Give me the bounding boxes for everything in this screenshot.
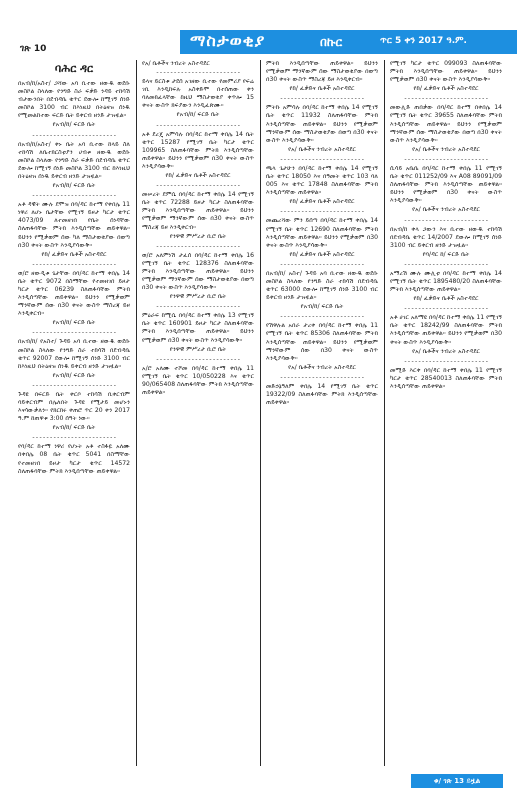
notice-issuer: የአብ/ከ/ ፍርድ ቤት: [52, 319, 96, 327]
notice-separator: - - - - - - - - - - - - - - - - - - - - - - - -: [280, 313, 364, 321]
page-number: ገጽ 10: [20, 44, 47, 54]
notice-separator: - - - - - - - - - - - - - - - - - - - - - - - -: [404, 260, 488, 268]
page-footer: [0, 774, 517, 797]
notice-separator: - - - - - - - - - - - - - - - - - - - - - - - -: [32, 131, 116, 139]
notice-issuer: የከ/ ፈቃድና ቤቶች አስተዳደር: [413, 85, 479, 93]
notice-separator: - - - - - - - - - - - - - - - - - - - - - - - -: [156, 355, 240, 363]
notice-separator: - - - - - - - - - - - - - - - - - - - - - - - -: [156, 242, 240, 250]
notice-separator: - - - - - - - - - - - - - - - - - - - - - - - -: [32, 329, 116, 337]
publication-name: በኩር: [320, 35, 343, 49]
notices-columns: [18, 60, 502, 766]
notice-text: መውሊድ ጠበቃው በባ/ዳር ከተማ በቀበሌ 14 የሚገኝ ቤት ቁጥር 39655 ስለጠፋባቸው ምትክ እንዲሰጣቸው ጠይቀዋል። ይህንን የሚቃወም ማንኛውም ሰው ማስታወቂያው በወጣ በ30 ቀናት ውስጥ እንዲያሳውቅ።: [390, 104, 502, 144]
notice-issuer: የከ/ ፈቃድና ቤቶች አስተዳደር: [41, 250, 107, 258]
notice-separator: - - - - - - - - - - - - - - - - - - - - - - - -: [32, 260, 116, 268]
notice-issuer: የአብ/ከ/ ፍርድ ቤት: [52, 121, 96, 129]
column-rule: [136, 60, 137, 766]
notice-text: ይላና ይርስቱ ታደሰ አገዘው ቢተው የመምሪያ የፍሬ ገቢ እንዲከፍሉ አስቀድሞ በተሰጠው ቀን ባለመክፈላቸው ከዚህ ማስታወቂያ ቀጥሎ 15 ቀናት ውስጥ ክፍያውን እንዲፈጽሙ።: [142, 78, 254, 110]
notice-separator: - - - - - - - - - - - - - - - - - - - - - - - -: [280, 208, 364, 216]
notice-separator: - - - - - - - - - - - - - - - - - - - - - - - -: [32, 192, 116, 200]
column-rule: [260, 60, 261, 766]
notice-text: የሽዋሉል አበራ ታረቀ በባ/ዳር ከተማ ቀበሌ 11 የሚገኝ ቤት ቁጥር 85306 ስለጠፋባቸው ምትክ እንዲሰጣቸው ጠይቀዋል። ይህንን የሚቃወም ማንኛውም ሰው በ30 ቀናት ውስጥ እንዲያሳውቅ።: [266, 322, 378, 362]
notice-separator: - - - - - - - - - - - - - - - - - - - - - - - -: [280, 373, 364, 381]
footer-label: ቁ/ ገጽ 13 ይዟል: [411, 774, 503, 788]
notice-issuer: የከ/ ፈቃድና ቤቶች አስተዳደር: [165, 172, 231, 180]
column-1: [18, 60, 130, 766]
notice-text: የባ/ዳር ከተማ ነዋሪ የሆኑት አቶ ተስፋዬ አለሙ በቀበሌ 08 ቤት ቁጥር 5041 በስማቸው የተመዘገበ ይዞታ ካርታ ቁጥር 14572 ስለጠፋባቸው ምትክ እንዲሰጣቸው ጠይቀዋል።: [18, 443, 130, 475]
notice-separator: - - - - - - - - - - - - - - - - - - - - - - - -: [404, 357, 488, 365]
notice-issuer: የአ/ ቤቶችና ንብረት አስተዳደር: [412, 206, 480, 214]
notice-text: መሚድ እርቀ በባ/ዳር ከተማ ቀበሌ 11 የሚገኝ ካርታ ቁጥር 28540013 ስለጠፋባቸው ምትክ እንዲሰጣቸው ጠይቀዋል።: [390, 366, 502, 390]
notice-text: የሚገኝ ካርታ ቁጥር 099093 ስለጠፋባቸው ምትክ እንዲሰጣቸው ጠይቀዋል። ይህንን የሚቃወም በ30 ቀናት ውስጥ እንዲያሳውቅ።: [390, 60, 502, 84]
notice-text: የአ/ ቤቶችና ንብረት አስተዳደር: [142, 60, 210, 67]
notice-issuer: የአብ/ከ/ ፍርድ ቤት: [52, 182, 96, 190]
notice-issuer: የአ/ ቤቶችና ንብረት አስተዳደር: [412, 145, 480, 153]
notice-separator: - - - - - - - - - - - - - - - - - - - - - - - -: [32, 434, 116, 442]
notice-text: ምትኩ አምሳሉ በባ/ዳር ከተማ ቀበሌ 14 የሚገኝ ቤት ቁጥር 11932 ስለጠፋባቸው ምትክ እንዲሰጣቸው ጠይቀዋል። ይህንን የሚቃወም ማንኛውም ሰው ማስታወቂያው በወጣ በ30 ቀናት ውስጥ እንዲያሳውቅ።: [266, 104, 378, 144]
notice-issuer: የአ/ ቤቶችና ንብረት አስተዳደር: [288, 363, 356, 371]
page-header: [0, 0, 517, 58]
notice-separator: - - - - - - - - - - - - - - - - - - - - - - - -: [404, 155, 488, 163]
notice-text: በአብ/ከ/ አስተ/ ጉዳይ አባ ቢተው ዘውዱ ወደቡ መስኮል ስላለው የንግድ ስራ ተከሳሽ በደብዳቤ ቁጥር 63000 ደውሎ ከሚገኝ ሰነድ 3100 ብር ይቀርብ ዘንድ ታዝዟል።: [266, 269, 378, 302]
notice-issuer: የባ/ዳር ከ/ ፍርድ ቤት: [422, 250, 470, 258]
notice-separator: - - - - - - - - - - - - - - - - - - - - - - - -: [404, 95, 488, 103]
notice-issuer: የከ/ ፈቃድና ቤቶች አስተዳደር: [289, 198, 355, 206]
column-2: [142, 60, 254, 766]
notice-separator: - - - - - - - - - - - - - - - - - - - - - - - -: [404, 305, 488, 313]
notice-issuer: የከ/ ፈቃድና ቤቶች አስተዳደር: [413, 295, 479, 303]
notice-issuer: የአ/ ቤቶችና ንብረት አስተዳደር: [288, 145, 356, 153]
notice-text: መጨረሻው ምን ይሰጣ በባ/ዳር ከተማ ቀበሌ 14 የሚገኝ ቤት ቁጥር 12690 ስለጠፋባቸው ምትክ እንዲሰጣቸው ጠይቀዋል። ይህንን የሚቃወም በ30 ቀናት ውስጥ እንዲያሳውቅ።: [266, 217, 378, 249]
section-banner: [180, 30, 517, 54]
notice-separator: - - - - - - - - - - - - - - - - - - - - - - - -: [404, 216, 488, 224]
notice-text: መሠረት ደምሴ በባ/ዳር ከተማ ቀበሌ 14 የሚገኝ ቤት ቁጥር 72288 ይዞታ ካርታ ስለጠፋባቸው ምትክ እንዲሰጣቸው ጠይቀዋል። ይህንን የሚቃወም ማንኛውም ሰው በ30 ቀናት ውስጥ ማስረጃ ይዞ እንዲቀርብ።: [142, 191, 254, 231]
notice-text: ሲሳይ አቤቤ በባ/ዳር ከተማ ቀበሌ 11 የሚገኝ ቤት ቁጥር 011252/09 እና A08 89091/09 ስለጠፋባቸው ምትክ እንዲሰጣቸው ጠይቀዋል። ይህንን የሚቃወም በ30 ቀናት ውስጥ እንዲያሳውቅ።: [390, 164, 502, 205]
notice-text: በአብ/ከ/ የአስተ/ ጉዳይ አባ ቢተው ዘውዱ ወደቡ መስኮል ስላለው የንግድ ስራ ተከሳሽ በደብዳቤ ቁጥር 92007 ደውሎ ከሚገኝ ሰነድ 3100 ብር ከእነዚህ በትዕዛዝ ሰነዱ ይቀርብ ዘንድ ታዝዟል።: [18, 338, 130, 370]
column-rule: [384, 60, 385, 766]
notice-separator: - - - - - - - - - - - - - - - - - - - - - - - -: [156, 303, 240, 311]
notice-issuer: የንዋዊ ምሥረታ ቢሮ ቤት: [169, 293, 227, 301]
notice-issuer: የከ/ ፈቃድና ቤቶች አስተዳደር: [289, 250, 355, 258]
notice-text: መድኃኔዓለም ቀበሌ 14 የሚገኝ ቤት ቁጥር 19322/09 ስለጠፋባቸው ምትክ እንዲሰጣቸው ጠይቀዋል።: [266, 382, 378, 407]
notice-text: ምትክ እንዲሰጣቸው ጠይቀዋል። ይህንን የሚቃወም ማንኛውም ሰው ማስታወቂያው በወጣ በ30 ቀናት ውስጥ ማስረጃ ይዞ እንዲቀርብ።: [266, 60, 378, 84]
notice-issuer: የንዋዊ ምሥረታ ቢሮ ቤት: [169, 232, 227, 240]
notice-text: አማረሽ ሙሉ ሙሊቲ በባ/ዳር ከተማ ቀበሌ 14 የሚገኝ ቤት ቁጥር 1895480/20 ስለጠፋባቸው ምትክ እንዲሰጣቸው ጠይቀዋል።: [390, 269, 502, 294]
notice-text: ጉዳዩ በፍርድ ቤት ቀርቦ ተከሳሽ ቢቀርብም ባይቀርብም በሌለበት ጉዳዩ የሚታይ መሆኑን እናሳውቃለን። የክርክሩ ቀጠሮ ጥር 20 ቀን 2017 ዓ.ም ከጠዋቱ 3:00 ሰዓት ነው።: [18, 390, 130, 423]
notice-text: ወ/ሮ ዘውዲቱ ጌታቸው በባ/ዳር ከተማ ቀበሌ 14 ቤት ቁጥር 9072 በስማቸው የተመዘገበ ይዞታ ካርታ ቁጥር 06239 ስለጠፋባቸው ምትክ እንዲሰጣቸው ጠይቀዋል። ይህንን የሚቃወም ማንኛውም ሰው በ30 ቀናት ውስጥ ማስረጃ ይዞ እንዲቀርብ።: [18, 269, 130, 318]
notice-separator: - - - - - - - - - - - - - - - - - - - - - - - -: [280, 95, 364, 103]
notice-text: ምዕራፍ ከሚሴ በባ/ዳር ከተማ ቀበሌ 13 የሚገኝ ቤት ቁጥር 160901 ይዞታ ካርታ ስለጠፋባቸው ምትክ እንዲሰጣቸው ጠይቀዋል። ይህንን የሚቃወም በ30 ቀናት ውስጥ እንዲያሳውቅ።: [142, 312, 254, 344]
notice-text: አቶ ደረጄ አምሳሉ በባ/ዳር ከተማ ቀበሌ 14 ቤት ቁጥር 15287 የሚገኝ ቤት ካርታ ቁጥር 109965 ስለጠፋባቸው ምትክ እንዲሰጣቸው ጠይቀዋል። ይህንን የሚቃወም በ30 ቀናት ውስጥ እንዲያሳውቅ።: [142, 130, 254, 170]
notice-issuer: የአብ/ከ/ ፍርድ ቤት: [176, 111, 220, 119]
notice-separator: - - - - - - - - - - - - - - - - - - - - - - - -: [156, 182, 240, 190]
notice-separator: - - - - - - - - - - - - - - - - - - - - - - - -: [32, 381, 116, 389]
banner-title: ማስታወቂያ: [190, 31, 266, 50]
notice-text: በአብ/ከ/አስተ/ ጋሻው አባ ቢተው ዘውዱ ወደቡ መስኮል ስላለው የንግድ ስራ ፍቃድ ንዳይ ተከሳሽ ብታውንበት በደብዳቤ ቁጥር ደውሎ ከሚገኝ ሰነድ መስኮል 3100 ብር ከእነዚህ በትዕዛዝ ሰነዱ የሚመልከተው ፍርድ ቤት ይቀርብ ዘንድ ታዝዟል።: [18, 80, 130, 120]
column-3: [266, 60, 378, 766]
notice-text: አቶ ዳዊት ሙሉ ደሞዝ በባ/ዳር ከተማ የቀበሌ 11 ነዋሪ ለሆኑ ቤታቸው የሚገኝ ይዞታ ካርታ ቁጥር 4073/09 ለተመዘገበ የቤት ሰነዳቸው ስለጠፋባቸው ምትክ እንዲሰጣቸው ጠይቀዋል። ይህንን የሚቃወም ሰው ካለ ማስታወቂያው በወጣ በ30 ቀናት ውስጥ እንዲያሳውቅ።: [18, 201, 130, 249]
notice-separator: - - - - - - - - - - - - - - - - - - - - - - - -: [280, 260, 364, 268]
notice-issuer: የአ/ ቤቶችና ንብረት አስተዳደር: [412, 347, 480, 355]
notice-text: አ/ሮ አለሙ ተሾመ በባ/ዳር ከተማ ቀበሌ 11 የሚገኝ ቤት ቁጥር 10/050228 እና ቁጥር 90/065408 ስለጠፋባቸው ምትክ እንዲሰጣቸው ጠይቀዋል።: [142, 364, 254, 396]
notice-text: ወ/ሮ አለምነሽ ታፈሰ በባ/ዳር ከተማ ቀበሌ 16 የሚገኝ ቤት ቁጥር 128376 ስለጠፋባቸው ምትክ እንዲሰጣቸው ጠይቀዋል። ይህንን የሚቃወም ማንኛውም ሰው ማስታወቂያው በወጣ በ30 ቀናት ውስጥ እንዲያሳውቅ።: [142, 251, 254, 292]
notice-issuer: የአብ/ከ/ ፍርድ ቤት: [300, 303, 344, 311]
notice-separator: - - - - - - - - - - - - - - - - - - - - - - - -: [156, 69, 240, 77]
notice-issuer: የንዋዊ ምሥረታ ቢሮ ቤት: [169, 345, 227, 353]
issue-date: ጥር 5 ቀን 2017 ዓ.ም.: [380, 36, 467, 46]
notice-text: አቶ ሀገር አለማዩ በባ/ዳር ከተማ ቀበሌ 11 የሚገኝ ቤት ቁጥር 18242/99 ስለጠፋባቸው ምትክ እንዲሰጣቸው ጠይቀዋል። ይህንን የሚቃወም በ30 ቀናት ውስጥ እንዲያሳውቅ።: [390, 314, 502, 346]
notice-issuer: የከ/ ፈቃድና ቤቶች አስተዳደር: [289, 85, 355, 93]
notice-text: በአብ/ከ ቀላ ጋውን እና ቢተው ዘውዱ ተከሳሽ በደብዳቤ ቁጥር 14/2007 ደውሎ ከሚገኝ ሰነድ 3100 ብር ይቀርብ ዘንድ ታዝዟል።: [390, 225, 502, 249]
notice-issuer: የአብ/ከ/ ፍርድ ቤት: [52, 371, 96, 379]
column-4: [390, 60, 502, 766]
notice-issuer: የአብ/ከ/ ፍርድ ቤት: [52, 424, 96, 432]
section-heading: ባሕር ዳር: [54, 62, 94, 75]
notice-text: ጫላ ጌታሁን በባ/ዳር ከተማ ቀበሌ 14 የሚገኝ ቤት ቁጥር 18050 እና በዓመት ቁጥር 103 ባለ 005 እና ቁጥር 17848 ስለጠፋባቸው ምትክ እንዲሰጣቸው ጠይቀዋል።: [266, 164, 378, 197]
notice-separator: - - - - - - - - - - - - - - - - - - - - - - - -: [280, 155, 364, 163]
notice-separator: - - - - - - - - - - - - - - - - - - - - - - - -: [156, 121, 240, 129]
notice-text: በአብ/ከ/አስተ/ ቀኑ ቤት አባ ቢተው ከላይ ስለ ተከሳሽ ለቤተክርስቲያን ሀብቱ ዘውዱ ወደቡ መስኮል ስላለው የንግድ ስራ ፍቃድ በደብዳቤ ቁጥር ደውሎ ከሚገኝ ሰነድ መስኮል 3100 ብር ከእነዚህ በትዕዛዝ ሰነዱ ይቀርብ ዘንድ ታዝዟል።: [18, 140, 130, 180]
